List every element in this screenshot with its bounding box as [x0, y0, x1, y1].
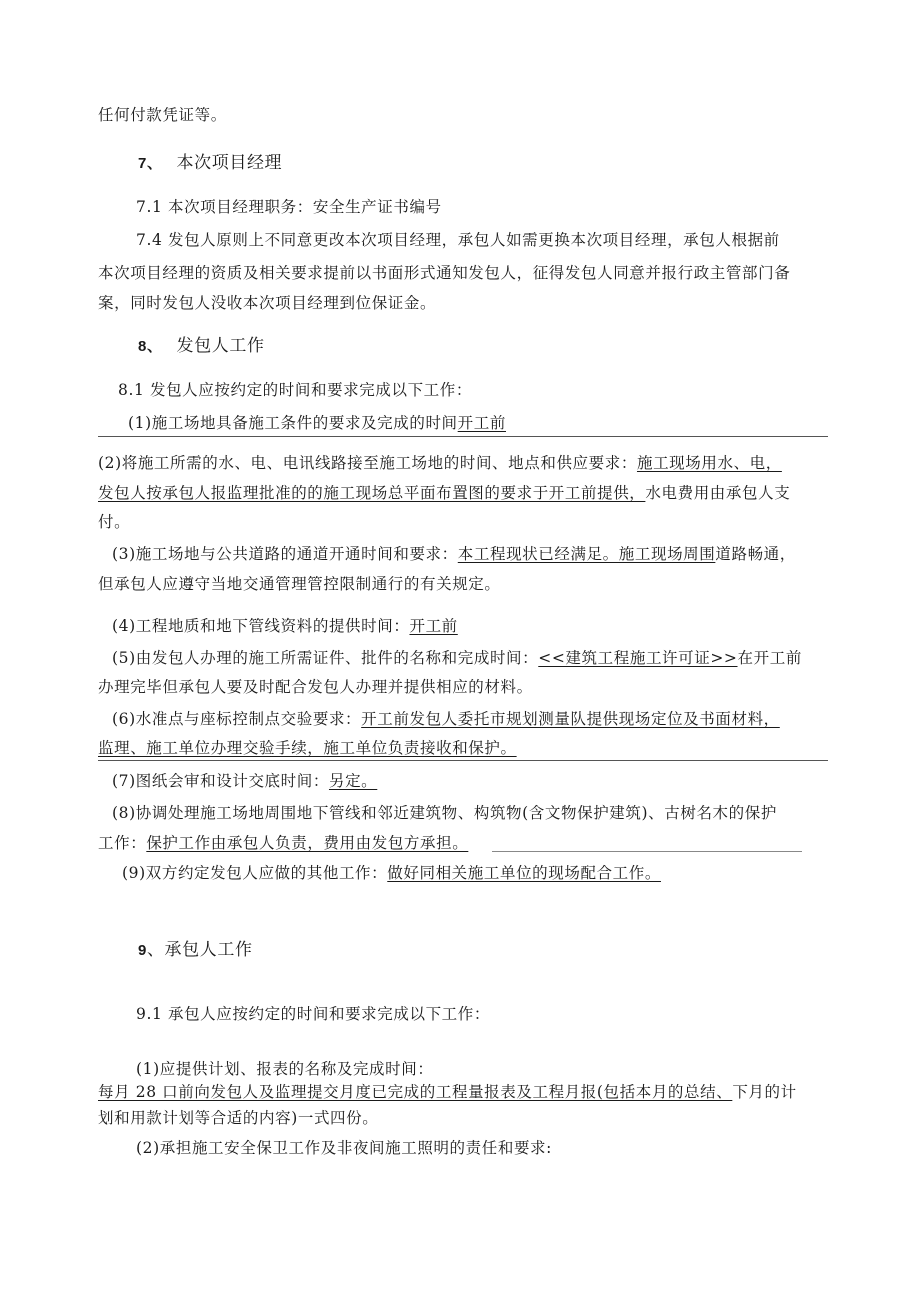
item-8-2-value-1: 施工现场用水、电， [636, 454, 782, 472]
item-9-1-line-3: 划和用款计划等合适的内容)一式四份。 [98, 1109, 379, 1127]
item-8-2-line-1 [98, 452, 782, 474]
clause-7-4-line-2: 本次项目经理的资质及相关要求提前以书面形式通知发包人，征得发包人同意并报行政主管部门备 [98, 264, 791, 282]
item-8-6-rule [98, 760, 828, 761]
item-8-4-value: 开工前 [409, 617, 458, 635]
clause-8-1: 8.1 发包人应按约定的时间和要求完成以下工作： [118, 381, 472, 399]
item-8-8-label: 工作： [98, 834, 147, 852]
item-9-1-rest: 下月的计 [732, 1083, 797, 1101]
item-8-9 [122, 862, 661, 884]
item-8-6-line-2 [98, 737, 517, 759]
item-8-8-line-2 [98, 832, 468, 854]
section-7-heading [138, 151, 282, 176]
item-8-3-value: 本工程现状已经满足。施工现场周围 [457, 545, 716, 563]
item-8-8-line-1: (8)协调处理施工场地周围地下管线和邻近建筑物、构筑物(含文物保护建筑)、古树名木的保护 [112, 804, 777, 822]
intro-text: 任何付款凭证等。 [98, 106, 227, 124]
clause-7-4-line-3: 案，同时发包人没收本次项目经理到位保证金。 [98, 294, 437, 312]
item-8-4 [112, 615, 458, 637]
item-8-7-label: (7)图纸会审和设计交底时间： [112, 772, 329, 790]
item-8-3-line-2: 但承包人应遵守当地交通管理管控限制通行的有关规定。 [98, 575, 501, 593]
item-8-6-value-2: 监理、施工单位办理交验手续，施工单位负责接收和保护。 [98, 739, 517, 757]
section-9-title: 、承包人工作 [146, 940, 253, 960]
section-7-number: 7、 [138, 155, 163, 172]
item-8-8-rule [492, 851, 802, 852]
item-8-8-value: 保护工作由承包人负责，费用由发包方承担。 [146, 834, 469, 852]
item-8-1-value: 开工前 [457, 414, 506, 432]
item-8-6-value-1: 开工前发包人委托市规划测量队提供现场定位及书面材料， [361, 710, 780, 728]
section-8-title: 发包人工作 [176, 336, 265, 356]
section-8-heading [138, 334, 265, 359]
section-8-number: 8、 [138, 338, 163, 355]
item-8-2-rest: 水电费用由承包人支 [645, 484, 791, 502]
clause-7-4-line-1: 7.4 发包人原则上不同意更改本次项目经理，承包人如需更换本次项目经理，承包人根据前 [136, 231, 780, 249]
section-9-number: 9 [138, 942, 147, 959]
item-8-1-rule [98, 436, 828, 437]
item-8-5-value: <<建筑工程施工许可证>> [538, 649, 738, 667]
clause-7-1: 7.1 本次项目经理职务：安全生产证书编号 [136, 198, 442, 216]
item-9-2-label: (2)承担施工安全保卫工作及非夜间施工照明的责任和要求: [136, 1139, 552, 1157]
clause-9-1: 9.1 承包人应按约定的时间和要求完成以下工作： [136, 1005, 490, 1023]
item-8-7-value: 另定。 [328, 772, 378, 790]
item-8-5-line-1 [112, 647, 802, 669]
item-8-3-line-1 [112, 543, 796, 565]
item-8-2-value-2: 发包人按承包人报监理批准的的施工现场总平面布置图的要求于开工前提供， [98, 484, 646, 502]
item-8-9-label: (9)双方约定发包人应做的其他工作： [122, 864, 388, 882]
item-8-9-value: 做好同相关施工单位的现场配合工作。 [387, 864, 661, 882]
section-9-heading [138, 938, 253, 963]
item-8-2-label: (2)将施工所需的水、电、电讯线路接至施工场地的时间、地点和供应要求： [98, 454, 637, 472]
item-8-5-rest: 在开工前 [737, 649, 802, 667]
item-8-1-label: (1)施工场地具备施工条件的要求及完成的时间 [128, 414, 458, 432]
item-8-5-label: (5)由发包人办理的施工所需证件、批件的名称和完成时间： [112, 649, 539, 667]
item-9-1-line-2 [98, 1081, 797, 1103]
item-9-1-value: 每月 28 口前向发包人及监理提交月度已完成的工程量报表及工程月报(包括本月的总结、 [98, 1083, 733, 1101]
item-8-6-line-1 [112, 708, 780, 730]
item-8-1 [128, 412, 506, 434]
item-8-6-label: (6)水准点与座标控制点交验要求： [112, 710, 362, 728]
section-7-title: 本次项目经理 [176, 153, 283, 173]
item-8-4-label: (4)工程地质和地下管线资料的提供时间： [112, 617, 410, 635]
item-8-7 [112, 770, 377, 792]
item-9-1-label: (1)应提供计划、报表的名称及完成时间： [136, 1060, 434, 1078]
item-8-5-line-2: 办理完毕但承包人要及时配合发包人办理并提供相应的材料。 [98, 678, 533, 696]
item-8-2-line-2 [98, 482, 790, 504]
item-8-3-label: (3)施工场地与公共道路的通道开通时间和要求： [112, 545, 458, 563]
item-8-2-line-3: 付。 [98, 513, 131, 531]
item-8-3-rest: 道路畅通， [715, 545, 796, 563]
